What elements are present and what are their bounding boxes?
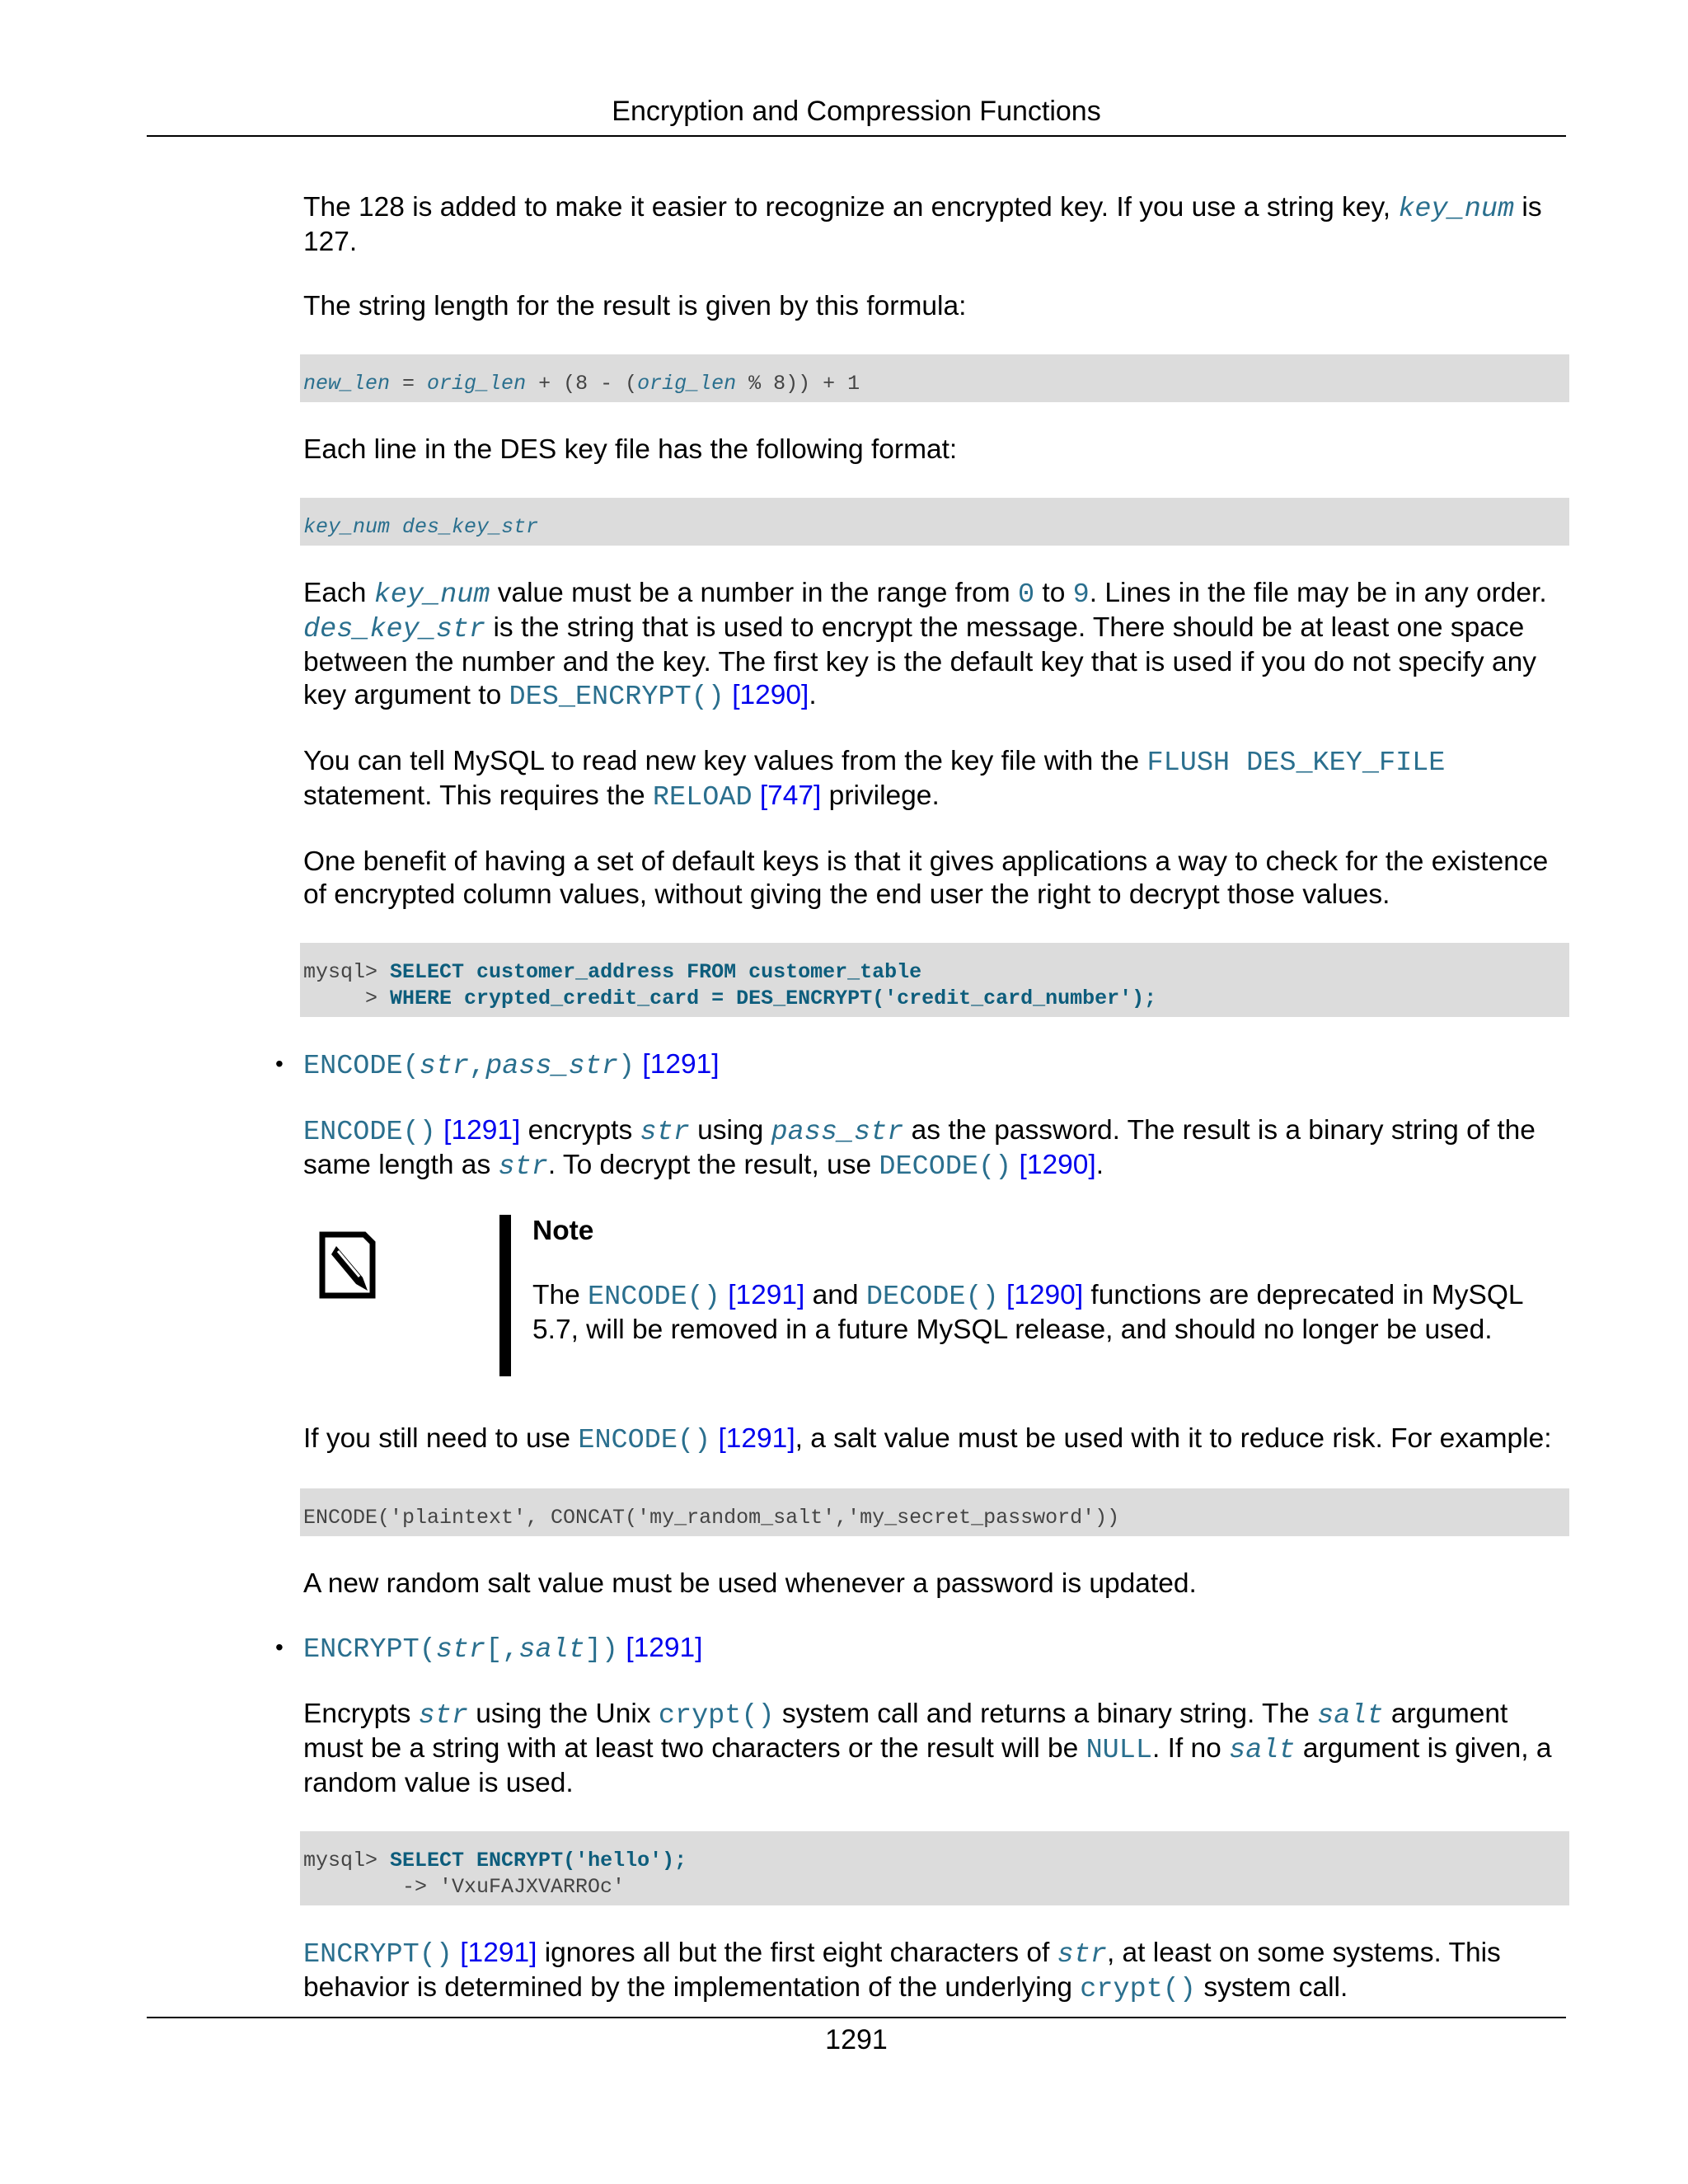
des-encrypt-ref[interactable]: DES_ENCRYPT() bbox=[509, 682, 724, 713]
note-text: The ENCODE() [1291] and DECODE() [1290] functions are deprecated in MySQL 5.7, will be removed in a future MySQL release, and should no longer be used. bbox=[532, 1280, 1523, 1345]
link-1290[interactable]: [1290] bbox=[732, 680, 809, 710]
key-num-ref: key_num bbox=[1398, 194, 1515, 225]
paragraph-new-salt: A new random salt value must be used whenever a password is updated. bbox=[303, 1568, 1197, 1599]
paragraph-default-keys: One benefit of having a set of default keys is that it gives applications a way to check for the existence of encrypted column values, without giving the end user the right to decrypt those values. bbox=[303, 846, 1549, 910]
link-747[interactable]: [747] bbox=[759, 780, 822, 811]
paragraph-encrypt-desc: Encrypts str using the Unix crypt() system call and returns a binary string. The salt argument must be a string with at least two characters or the result will be NULL. If no salt argument is given, a random value is used. bbox=[303, 1699, 1552, 1798]
note-pencil-icon bbox=[318, 1230, 377, 1301]
link-1290[interactable]: [1290] bbox=[1006, 1280, 1084, 1310]
note-body bbox=[532, 1215, 1546, 1347]
note-title: Note bbox=[532, 1216, 594, 1246]
page-header: Encryption and Compression Functions bbox=[612, 96, 1101, 127]
note-box bbox=[303, 1215, 1573, 1391]
link-1291[interactable]: [1291] bbox=[728, 1280, 805, 1310]
paragraph-string-length: The string length for the result is given by this formula: bbox=[303, 291, 967, 321]
paragraph-key-file-format: Each line in the DES key file has the following format: bbox=[303, 434, 958, 465]
reload-ref[interactable]: RELOAD bbox=[652, 782, 753, 813]
code-block-encode-salt: ENCODE('plaintext', CONCAT('my_random_salt','my_secret_password')) bbox=[300, 1488, 1569, 1536]
page-number: 1291 bbox=[825, 2024, 888, 2055]
code-block-select-encrypt: mysql> SELECT ENCRYPT('hello'); -> 'VxuFAJXVARROc' bbox=[300, 1831, 1569, 1905]
bullet-dot: • bbox=[275, 1051, 284, 1076]
code-block-select-customer: mysql> SELECT customer_address FROM customer_table > WHERE crypted_credit_card = DES_ENCRYPT('credit_card_number'); bbox=[300, 943, 1569, 1017]
link-1291[interactable]: [1291] bbox=[642, 1049, 720, 1080]
paragraph-encode-desc: ENCODE() [1291] encrypts str using pass_str as the password. The result is a binary string of the same length as str. To decrypt the result, use DECODE() [1290]. bbox=[303, 1115, 1536, 1183]
code-block-formula: new_len = orig_len + (8 - (orig_len % 8)) + 1 bbox=[300, 354, 1569, 402]
code-block-key-format: key_num des_key_str bbox=[300, 498, 1569, 546]
link-1291[interactable]: [1291] bbox=[443, 1115, 521, 1146]
decode-ref[interactable]: DECODE() bbox=[879, 1151, 1012, 1183]
paragraph-key-num-range: Each key_num value must be a number in the range from 0 to 9. Lines in the file may be in any order. des_key_str is the string that is used to encrypt the message. There should be at least one space between the number and the key. The first key is the default key that is used if you do not specify any key argument to DES_ENCRYPT() [1290]. bbox=[303, 578, 1547, 713]
footer-rule bbox=[147, 2017, 1566, 2018]
encode-ref[interactable]: ENCODE() bbox=[303, 1117, 436, 1148]
encode-ref[interactable]: ENCODE() bbox=[588, 1282, 720, 1313]
encrypt-ref[interactable]: ENCRYPT() bbox=[303, 1939, 452, 1971]
link-1291[interactable]: [1291] bbox=[718, 1423, 795, 1454]
bullet-encode bbox=[275, 1048, 1573, 1083]
link-1290[interactable]: [1290] bbox=[1019, 1150, 1096, 1180]
bullet-encrypt bbox=[275, 1632, 1573, 1666]
main-content bbox=[275, 191, 1573, 2037]
encode-signature[interactable]: ENCODE(str,pass_str) bbox=[303, 1051, 635, 1082]
paragraph-salt: If you still need to use ENCODE() [1291], a salt value must be used with it to reduce risk. For example: bbox=[303, 1423, 1552, 1456]
paragraph-encrypt-eight-chars: ENCRYPT() [1291] ignores all but the first eight characters of str, at least on some systems. This behavior is determined by the implementation of the underlying crypt() system call. bbox=[303, 1938, 1501, 2005]
header-rule bbox=[147, 135, 1566, 137]
bullet-dot: • bbox=[275, 1634, 284, 1660]
encode-ref[interactable]: ENCODE() bbox=[578, 1425, 711, 1456]
link-1291[interactable]: [1291] bbox=[626, 1633, 703, 1663]
paragraph-key-128: The 128 is added to make it easier to recognize an encrypted key. If you use a string key, key_num is 127. bbox=[303, 192, 1542, 257]
link-1291[interactable]: [1291] bbox=[460, 1938, 537, 1968]
decode-ref[interactable]: DECODE() bbox=[865, 1282, 999, 1313]
encrypt-signature[interactable]: ENCRYPT(str[,salt]) bbox=[303, 1634, 618, 1666]
note-bar bbox=[499, 1215, 511, 1376]
paragraph-flush-des: You can tell MySQL to read new key values from the key file with the FLUSH DES_KEY_FILE statement. This requires the RELOAD [747] privilege. bbox=[303, 746, 1446, 813]
